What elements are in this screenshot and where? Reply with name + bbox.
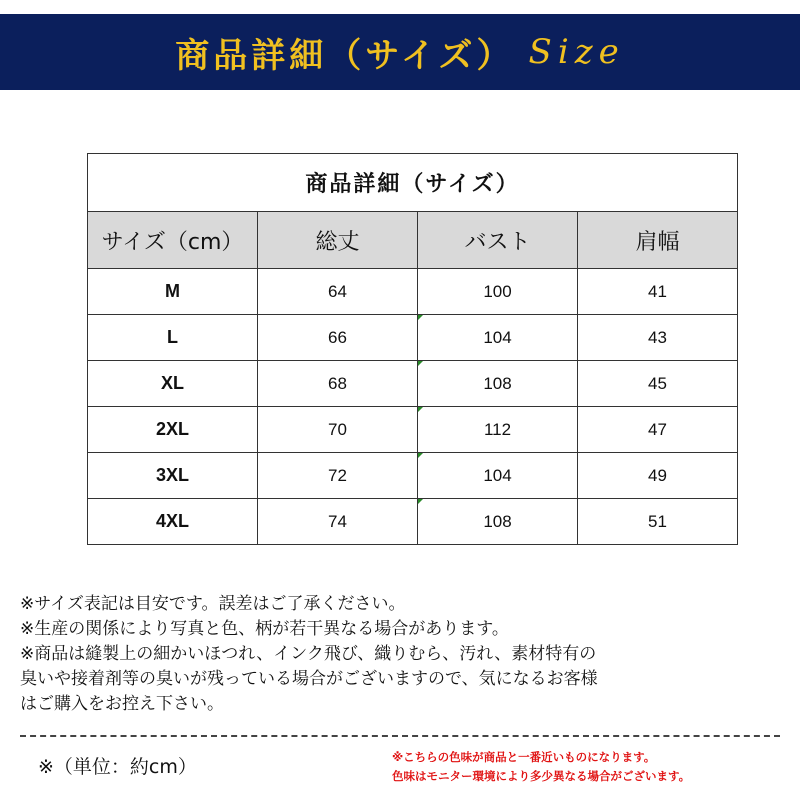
size-cell: M [88,269,258,315]
shoulder-cell: 51 [578,499,738,545]
note-line: ※商品は縫製上の細かいほつれ、インク飛び、織りむら、汚れ、素材特有の [20,644,597,664]
shoulder-cell: 47 [578,407,738,453]
header-shoulder: 肩幅 [578,212,738,269]
color-note-line: 色味はモニター環境により多少異なる場合がございます。 [392,769,691,783]
length-cell: 70 [258,407,418,453]
size-cell: 2XL [88,407,258,453]
header-size: サイズ（cm） [88,212,258,269]
shoulder-cell: 41 [578,269,738,315]
bust-cell [418,499,578,545]
color-notes [392,748,792,786]
bust-value: 108 [483,511,512,531]
bust-value: 100 [483,281,512,301]
length-cell: 68 [258,361,418,407]
length-cell: 66 [258,315,418,361]
size-cell: 4XL [88,499,258,545]
bust-cell [418,361,578,407]
cell-corner-mark-icon [418,499,423,504]
unit-note: ※（単位：約cm） [38,756,197,778]
table-row [88,361,738,407]
note-line: 臭いや接着剤等の臭いが残っている場合がございますので、気になるお客様 [20,669,598,689]
bust-cell [418,315,578,361]
bust-cell [418,269,578,315]
size-cell: XL [88,361,258,407]
note-line: ※サイズ表記は目安です。誤差はご了承ください。 [20,594,406,614]
length-cell: 72 [258,453,418,499]
size-table [87,153,738,545]
table-header-row [88,212,738,269]
dashed-divider [20,735,780,737]
bust-cell [418,453,578,499]
size-cell: L [88,315,258,361]
cell-corner-mark-icon [418,361,423,366]
bust-value: 108 [483,373,512,393]
header-bust: バスト [418,212,578,269]
table-row [88,453,738,499]
note-line: はご購入をお控え下さい。 [20,694,224,714]
table-row [88,499,738,545]
bust-value: 104 [483,327,512,347]
size-notes [20,592,790,717]
banner-title: 商品詳細（サイズ） [175,35,515,76]
color-note-line: ※こちらの色味が商品と一番近いものになります。 [392,750,656,764]
table-row [88,407,738,453]
table-row [88,269,738,315]
length-cell: 64 [258,269,418,315]
size-cell: 3XL [88,453,258,499]
cell-corner-mark-icon [418,407,423,412]
shoulder-cell: 45 [578,361,738,407]
bust-value: 104 [483,465,512,485]
banner-size-word: Size [528,32,625,72]
shoulder-cell: 43 [578,315,738,361]
table-row [88,315,738,361]
note-line: ※生産の関係により写真と色、柄が若干異なる場合があります。 [20,619,509,639]
title-banner [0,14,800,90]
header-length: 総丈 [258,212,418,269]
shoulder-cell: 49 [578,453,738,499]
length-cell: 74 [258,499,418,545]
cell-corner-mark-icon [418,315,423,320]
bust-cell [418,407,578,453]
bust-value: 112 [483,419,512,439]
table-caption: 商品詳細（サイズ） [88,154,738,212]
table-caption-row [88,154,738,212]
cell-corner-mark-icon [418,453,423,458]
